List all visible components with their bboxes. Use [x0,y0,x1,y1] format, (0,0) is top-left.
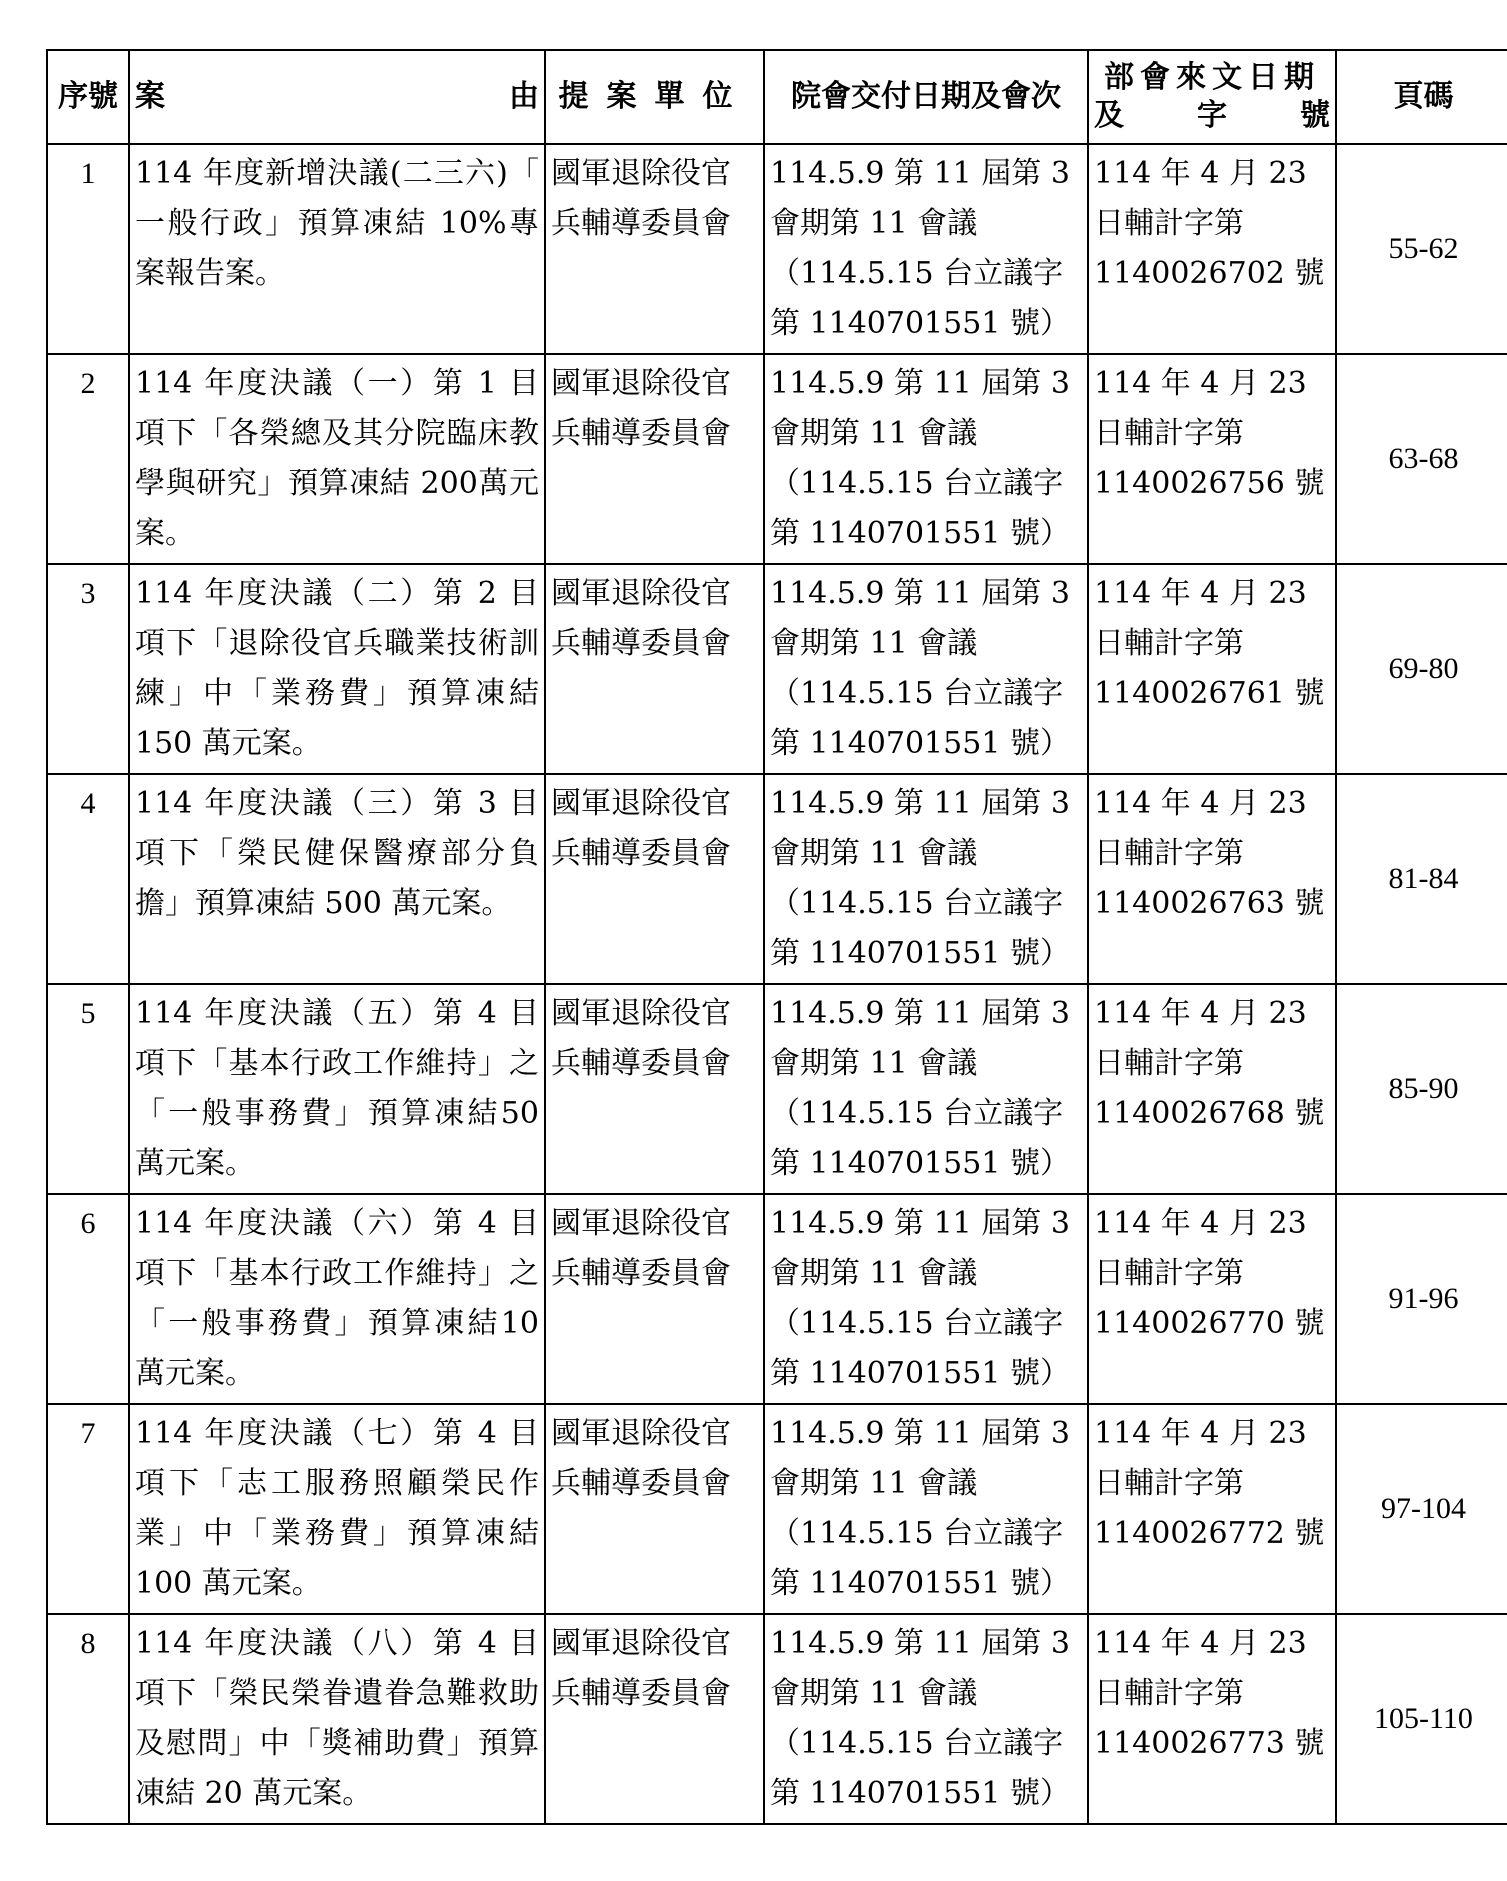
cell-ref: 114 年 4 月 23 日輔計字第1140026702 號 [1088,144,1336,354]
cell-ref: 114 年 4 月 23 日輔計字第1140026772 號 [1088,1404,1336,1614]
cell-unit: 國軍退除役官兵輔導委員會 [545,354,764,564]
header-ref-line1: 部會來文日期 [1104,60,1320,95]
cell-page: 105-110 [1336,1614,1507,1824]
cell-seq: 6 [47,1194,129,1404]
cell-date: 114.5.9 第 11 屆第 3 會期第 11 會議（114.5.15 台立議字第 1140701551 號） [764,1614,1088,1824]
cell-date: 114.5.9 第 11 屆第 3 會期第 11 會議（114.5.15 台立議字第 1140701551 號） [764,1194,1088,1404]
header-date: 院會交付日期及會次 [764,50,1088,144]
cell-seq: 5 [47,984,129,1194]
cell-unit: 國軍退除役官兵輔導委員會 [545,1194,764,1404]
header-ref-line2-left: 及 [1094,98,1124,133]
cell-reason: 114 年度新增決議(二三六)「 一般行政」預算凍結 10%專案報告案。 [129,144,545,354]
header-page: 頁碼 [1336,50,1507,144]
header-seq: 序號 [47,50,129,144]
cell-date: 114.5.9 第 11 屆第 3 會期第 11 會議（114.5.15 台立議字第 1140701551 號） [764,984,1088,1194]
cell-page: 55-62 [1336,144,1507,354]
cell-ref: 114 年 4 月 23 日輔計字第1140026761 號 [1088,564,1336,774]
header-reason [129,50,545,144]
cell-ref: 114 年 4 月 23 日輔計字第1140026768 號 [1088,984,1336,1194]
cell-reason: 114 年度決議（五）第 4 目項下「基本行政工作維持」之「一般事務費」預算凍結50 萬元案。 [129,984,545,1194]
cell-page: 97-104 [1336,1404,1507,1614]
cell-date: 114.5.9 第 11 屆第 3 會期第 11 會議（114.5.15 台立議字第 1140701551 號） [764,774,1088,984]
cell-ref: 114 年 4 月 23 日輔計字第1140026770 號 [1088,1194,1336,1404]
cell-page: 69-80 [1336,564,1507,774]
cell-unit: 國軍退除役官兵輔導委員會 [545,144,764,354]
cell-ref: 114 年 4 月 23 日輔計字第1140026756 號 [1088,354,1336,564]
cell-page: 63-68 [1336,354,1507,564]
cell-reason: 114 年度決議（三）第 3 目項下「榮民健保醫療部分負擔」預算凍結 500 萬元案。 [129,774,545,984]
table-row [47,984,1507,1194]
table-row [47,1404,1507,1614]
table-row [47,144,1507,354]
cell-date: 114.5.9 第 11 屆第 3 會期第 11 會議（114.5.15 台立議字第 1140701551 號） [764,144,1088,354]
cell-reason: 114 年度決議（二）第 2 目項下「退除役官兵職業技術訓練」中「業務費」預算凍結 150 萬元案。 [129,564,545,774]
table-row [47,354,1507,564]
table-row [47,564,1507,774]
cell-unit: 國軍退除役官兵輔導委員會 [545,984,764,1194]
cell-date: 114.5.9 第 11 屆第 3 會期第 11 會議（114.5.15 台立議字第 1140701551 號） [764,354,1088,564]
cell-reason: 114 年度決議（六）第 4 目項下「基本行政工作維持」之「一般事務費」預算凍結10 萬元案。 [129,1194,545,1404]
header-ref-line2-right: 號 [1300,98,1330,133]
cell-reason: 114 年度決議（七）第 4 目項下「志工服務照顧榮民作業」中「業務費」預算凍結100 萬元案。 [129,1404,545,1614]
header-reason-left: 案 [135,79,165,114]
header-reason-right: 由 [509,79,539,114]
header-ref-line2-mid: 字 [1197,98,1227,133]
cell-seq: 3 [47,564,129,774]
cell-seq: 8 [47,1614,129,1824]
cell-seq: 2 [47,354,129,564]
cell-seq: 1 [47,144,129,354]
proposal-table [46,49,1507,1825]
cell-seq: 7 [47,1404,129,1614]
table-row [47,774,1507,984]
table-row [47,1194,1507,1404]
cell-date: 114.5.9 第 11 屆第 3 會期第 11 會議（114.5.15 台立議字第 1140701551 號） [764,564,1088,774]
cell-unit: 國軍退除役官兵輔導委員會 [545,1614,764,1824]
cell-reason: 114 年度決議（一）第 1 目項下「各榮總及其分院臨床教學與研究」預算凍結 200萬元案。 [129,354,545,564]
cell-page: 81-84 [1336,774,1507,984]
cell-page: 85-90 [1336,984,1507,1194]
table-row [47,1614,1507,1824]
table-header-row [47,50,1507,144]
cell-ref: 114 年 4 月 23 日輔計字第1140026773 號 [1088,1614,1336,1824]
cell-unit: 國軍退除役官兵輔導委員會 [545,774,764,984]
cell-unit: 國軍退除役官兵輔導委員會 [545,1404,764,1614]
cell-reason: 114 年度決議（八）第 4 目項下「榮民榮眷遺眷急難救助及慰問」中「獎補助費」預算凍結 20 萬元案。 [129,1614,545,1824]
cell-ref: 114 年 4 月 23 日輔計字第1140026763 號 [1088,774,1336,984]
cell-unit: 國軍退除役官兵輔導委員會 [545,564,764,774]
cell-seq: 4 [47,774,129,984]
cell-date: 114.5.9 第 11 屆第 3 會期第 11 會議（114.5.15 台立議字第 1140701551 號） [764,1404,1088,1614]
header-unit: 提案單位 [545,50,764,144]
header-ref [1088,50,1336,144]
cell-page: 91-96 [1336,1194,1507,1404]
